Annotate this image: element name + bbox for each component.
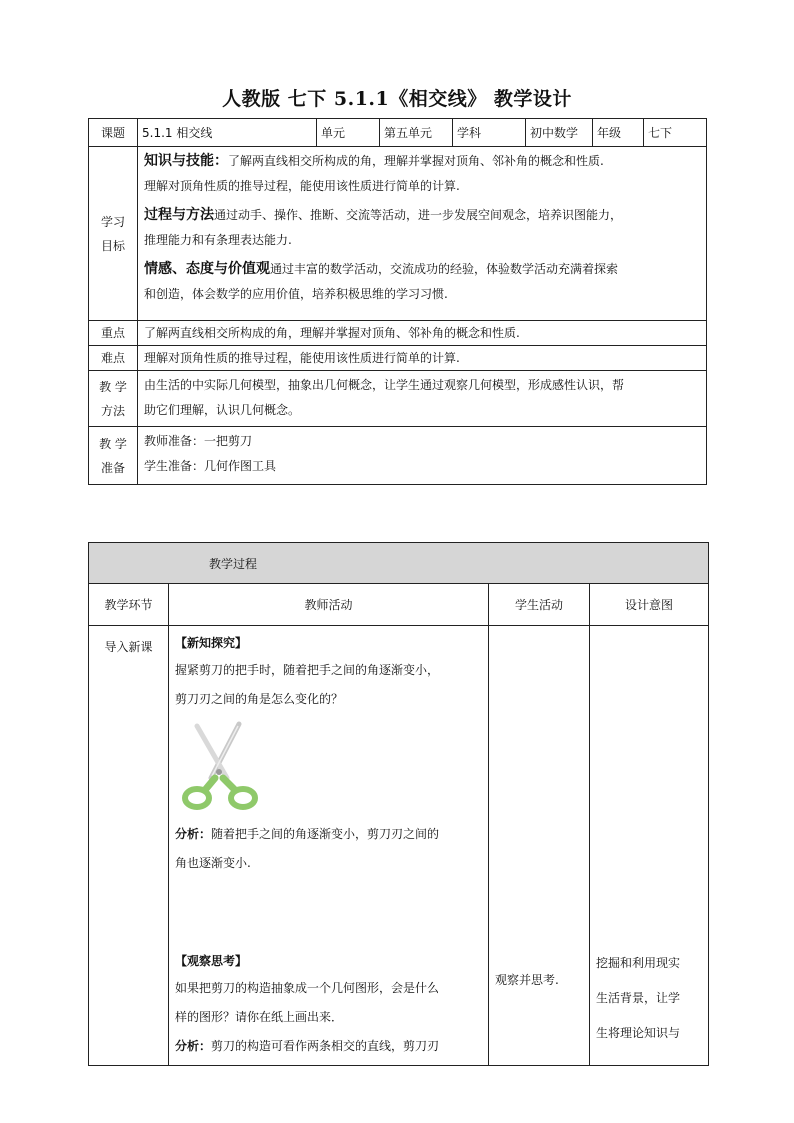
prep-student: 学生准备：几何作图工具 [144, 459, 277, 473]
goal-emotion: 情感、态度与价值观通过丰富的数学活动，交流成功的经验，体验数学活动充满着探索 [144, 261, 619, 277]
student-activity-cell: 观察并思考. [489, 626, 590, 1066]
teacher-activity-cell: 【新知探究】 握紧剪刀的把手时，随着把手之间的角逐渐变小， 剪刀刃之间的角是怎么变化的？ 分析：随着把手之间的角逐渐变小，剪刀刃之间的 角也逐渐变小. 【观察思考】 如果把剪刀的构造抽象成一个几何图形，会是什么 样的图形？请你在纸上画出来． 分析：剪刀的构造可看作两条相交的直线，剪刀刃 [169, 626, 489, 1066]
method-text: 由生活的中实际几何模型，抽象出几何概念，让学生通过观察几何模型，形成感性认识，帮 助它们理解，认识几何概念。 [138, 371, 707, 427]
difficulty-label: 难点 [89, 346, 138, 371]
goal-knowledge: 知识与技能：了解两直线相交所构成的角，理解并掌握对顶角、邻补角的概念和性质. [144, 153, 604, 169]
col-stage: 教学环节 [89, 584, 169, 626]
goal-process-2: 推理能力和有条理表达能力. [144, 233, 292, 247]
subject-label: 学科 [453, 119, 526, 147]
subject-value: 初中数学 [526, 119, 593, 147]
goal-emotion-2: 和创造，体会数学的应用价值，培养积极思维的学习习惯. [144, 287, 448, 301]
grade-label: 年级 [593, 119, 644, 147]
design-intent-cell: 挖掘和利用现实 生活背景，让学 生将理论知识与 [590, 626, 709, 1066]
topic-value: 5.1.1 相交线 [138, 119, 317, 147]
unit-label: 单元 [317, 119, 380, 147]
section-observe-think: 【观察思考】 [175, 954, 248, 968]
unit-value: 第五单元 [380, 119, 453, 147]
info-table [88, 118, 707, 485]
info-row-goals [89, 147, 707, 321]
process-columns-row [89, 584, 709, 626]
col-student: 学生活动 [489, 584, 590, 626]
process-row-intro [89, 626, 709, 1066]
info-row-difficulty [89, 346, 707, 371]
keypoints-label: 重点 [89, 321, 138, 346]
process-header: 教学过程 [89, 543, 709, 584]
scissors-icon [181, 720, 265, 812]
goals-content [138, 147, 707, 321]
section-new-knowledge: 【新知探究】 [175, 636, 248, 650]
goals-label: 学习 目标 [89, 147, 138, 321]
difficulty-text: 理解对顶角性质的推导过程，能使用该性质进行简单的计算. [138, 346, 707, 371]
col-design: 设计意图 [590, 584, 709, 626]
analysis-1: 分析：随着把手之间的角逐渐变小，剪刀刃之间的 [175, 827, 440, 841]
prep-teacher: 教师准备：一把剪刀 [144, 434, 253, 448]
process-header-row [89, 543, 709, 584]
prep-label: 教 学 准备 [89, 427, 138, 485]
topic-label: 课题 [89, 119, 138, 147]
info-row-prep [89, 427, 707, 485]
method-label: 教 学 方法 [89, 371, 138, 427]
prep-text [138, 427, 707, 485]
grade-value: 七下 [644, 119, 707, 147]
info-row-keypoints [89, 321, 707, 346]
process-table [88, 542, 709, 1066]
info-row-topic [89, 119, 707, 147]
goal-knowledge-2: 理解对顶角性质的推导过程，能使用该性质进行简单的计算. [144, 179, 460, 193]
goal-process: 过程与方法通过动手、操作、推断、交流等活动，进一步发展空间观念，培养识图能力， [144, 207, 623, 223]
col-teacher: 教师活动 [169, 584, 489, 626]
stage-cell: 导入新课 [89, 626, 169, 1066]
analysis-2: 分析：剪刀的构造可看作两条相交的直线，剪刀刃 [175, 1039, 440, 1053]
info-row-method [89, 371, 707, 427]
page-title: 人教版 七下 5.1.1《相交线》 教学设计 [222, 88, 572, 110]
keypoints-text: 了解两直线相交所构成的角，理解并掌握对顶角、邻补角的概念和性质. [138, 321, 707, 346]
